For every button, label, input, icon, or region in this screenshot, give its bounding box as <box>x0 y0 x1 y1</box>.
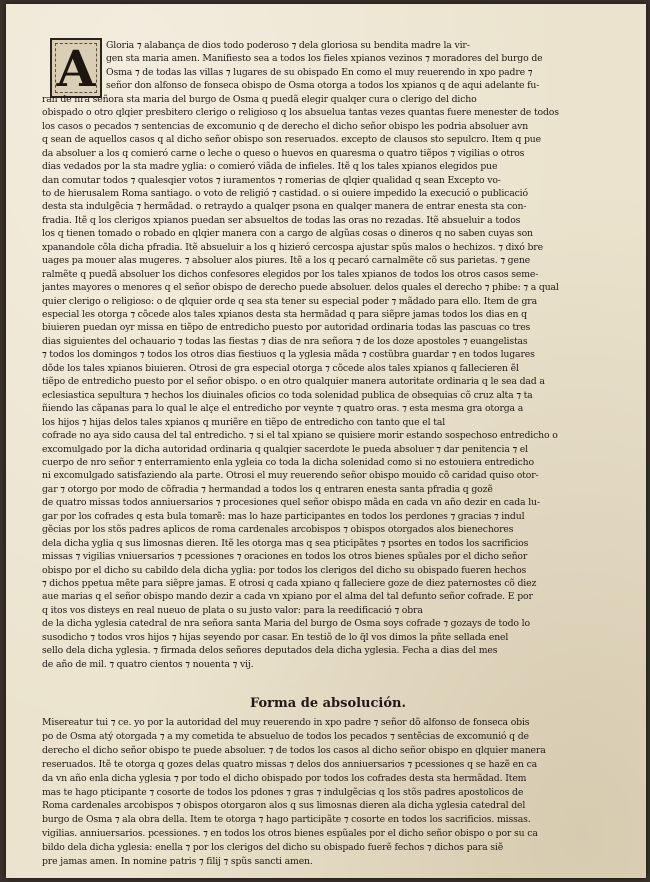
text-line: gen sta maria amen. Manifiesto sea a todos los fieles xpianos vezinos ⁊ moradores del burgo de <box>106 53 543 65</box>
text-line: q sean de aquellos casos q al dicho señor obispo son reseruados. excepto de clausos sto sepulcro. Item q pue <box>42 134 541 146</box>
text-line: ⁊ dichos ppetua mẽte para siẽpre jamas. E otrosi q cada xpiano q falleciere goze de diez paternostes cõ diez <box>42 578 537 589</box>
text-line: reseruados. Itẽ te otorga q gozes delas quatro missas ⁊ delos dos anniuersarios ⁊ pcessiones q se hazẽ en ca <box>42 758 538 770</box>
text-line: los casos o pecados ⁊ sentencias de excomunio q de derecho el dicho señor obispo les podria absoluer avn <box>42 120 529 132</box>
text-line: cuerpo de nro señor ⁊ enterramiento enla ygleia co toda la dicha solenidad como si no estouiera entredicho <box>42 456 534 468</box>
text-line: aue marias q el señor obispo mando dezir a cada vn xpiano por el alma del tal defunto señor cofrade. E por <box>42 591 533 603</box>
text-line: po de Osma atý otorgada ⁊ a my cometida te absueluo de todos los pecados ⁊ sentẽcias de excomunió q de <box>42 730 529 742</box>
text-line: excomulgado por la dicha autoridad ordinaria q qualqier sacerdote le pueda absoluer ⁊ dar penitencia ⁊ el <box>42 443 528 455</box>
text-line: quier clerigo o religioso: o de qlquier orde q sea sta tener su especial poder ⁊ mãdado para ello. Item de gra <box>42 295 537 307</box>
text-line: dela dicha yglia q sus limosnas dieren. Itẽ les otorga mas q sea pticipãtes ⁊ psortes en todos los sacrificios <box>42 537 529 549</box>
text-line: Gloria ⁊ alabança de dios todo poderoso ⁊ dela gloriosa su bendita madre la vir- <box>106 40 470 51</box>
text-line: Roma cardenales arcobispos ⁊ obispos otorgaron alos q sus limosnas dieren ala dicha yglesia catedral del <box>42 800 526 812</box>
decorated-initial-letter: A <box>50 38 102 98</box>
text-line: cofrade no aya sido causa del tal entredicho. ⁊ si el tal xpiano se quisiere morir estando sospechoso entredicho o <box>42 430 558 442</box>
text-line: gẽcias por los stõs padres aplicos de roma cardenales arcobispos ⁊ obispos otorgados alos bienechores <box>42 524 514 536</box>
text-line: ⁊ todos los domingos ⁊ todos los otros dias fiestiuos q la yglesia mãda ⁊ costũbra guardar ⁊ en todos lugares <box>42 349 535 361</box>
text-line: gar por los cofrades q esta bula tomarẽ: mas lo haze participantes en todos los perdones ⁊ gracias ⁊ indul <box>42 510 525 522</box>
text-line: jantes mayores o menores q el señor obispo de derecho puede absoluer. delos quales el derecho ⁊ phibe: ⁊ a qual <box>42 282 559 294</box>
text-line: missas ⁊ vigilias vniuersarios ⁊ pcessiones ⁊ oraciones en todos los otros bienes spũales por el dicho señor <box>42 551 528 563</box>
text-line: q itos vos disteys en real nueuo de plata o su justo valor: para la reedificació ⁊ obra <box>42 604 423 616</box>
text-line: biuieren puedan oyr missa en tiẽpo de entredicho puesto por autoridad ordinaria todas las pascuas co tres <box>42 322 531 334</box>
text-line: mas te hago pticipante ⁊ cosorte de todos los pdones ⁊ gras ⁊ indulgẽcias q los stõs padres apostolicos de <box>42 786 524 798</box>
text-line: ñiendo las cãpanas para lo qual le alçe el entredicho por veynte ⁊ quatro oras. ⁊ esta mesma gra otorga a <box>42 403 524 415</box>
text-line: gar ⁊ otorgo por modo de cõfradia ⁊ hermandad a todos los q entraren enesta santa pfradia q gozẽ <box>42 483 493 495</box>
text-line: especial les otorga ⁊ cõcede alos tales xpianos desta sta hermãdad q para siẽpre jamas todos los dias en q <box>42 309 527 320</box>
text-line: xpanandole cõla dicha pfradia. Itẽ absueluir a los q hizieró cercospa ajustar spũs malos o hechizos. ⁊ dixó bre <box>42 241 543 253</box>
text-line: uages pa mouer alas mugeres. ⁊ absoluer alos piures. Itẽ a los q pecaró carnalmẽte cõ sus parietas. ⁊ gene <box>42 255 531 267</box>
text-line: Misereatur tui ⁊ ce. yo por la autoridad del muy reuerendo in xpo padre ⁊ señor dõ alfonso de fonseca obis <box>42 717 530 728</box>
text-line: vigilias. anniuersarios. pcessiones. ⁊ en todos los otros bienes espũales por el dicho señor obispo o por su ca <box>42 828 538 840</box>
text-line: da absoluer a los q comieró carne o leche o queso o huevos en quaresma o quatro tiẽpos ⁊ vigilias o otros <box>42 147 525 159</box>
text-line: to de hierusalem Roma santiago. o voto de religió ⁊ castidad. o si ouiere impedido la execució o publicació <box>42 187 528 199</box>
text-line: dan comutar todos ⁊ qualesqier votos ⁊ iuramentos ⁊ romerias de qlqier qualidad q sean Excepto vo- <box>42 174 501 186</box>
document-page <box>6 4 646 878</box>
text-line: da vn año enla dicha yglesia ⁊ por todo el dicho obispado por todos los cofrades desta sta hermãdad. Item <box>42 772 527 784</box>
text-line: dias siguientes del ochauario ⁊ todas las fiestas ⁊ dias de nra señora ⁊ de los doze apostoles ⁊ euangelistas <box>42 335 528 347</box>
text-line: dias vedados por la sta madre yglia: o comieró viãda de infieles. Itẽ q los tales xpianos elegidos pue <box>42 161 498 173</box>
text-line: pre jamas amen. In nomine patris ⁊ filij ⁊ spũs sancti amen. <box>42 856 313 867</box>
text-line: de la dicha yglesia catedral de nra señora santa Maria del burgo de Osma soys cofrade ⁊ gozays de todo lo <box>42 618 530 630</box>
text-line: de año de mil. ⁊ quatro cientos ⁊ nouenta ⁊ vij. <box>42 658 254 670</box>
text-line: tiẽpo de entredicho puesto por el señor obispo. o en otro qualquier manera autoritate ordinaria q le sea dad a <box>42 376 545 388</box>
text-line: Osma ⁊ de todas las villas ⁊ lugares de su obispado En como el muy reuerendo in xpo padre ⁊ <box>106 66 533 78</box>
text-line: obispado o otro qlqier presbitero clerigo o religioso q los absuelua tantas vezes quantas fuere menester de todos <box>42 107 559 119</box>
text-line: sello dela dicha yglesia. ⁊ firmada delos señores deputados dela dicha yglesia. Fecha a dias del mes <box>42 645 498 657</box>
text-line: fradia. Itẽ q los clerigos xpianos puedan ser absueltos de todas las oras no rezadas. Itẽ absueluir a todos <box>42 214 521 226</box>
text-line: ni excomulgado satisfaziendo ala parte. Otrosi el muy reuerendo señor obispo mouido cõ caridad quiso otor- <box>42 470 539 482</box>
text-line: susodicho ⁊ todos vros hijos ⁊ hijas seyendo por casar. En testiõ de lo q̃l vos dimos la pñte sellada enel <box>42 631 509 643</box>
text-line: bildo dela dicha yglesia: enella ⁊ por los clerigos del dicho su obispado fuerẽ fechos ⁊ dichos para siẽ <box>42 842 504 854</box>
text-line: desta sta indulgẽcia ⁊ hermãdad. o retraydo a qualqer psona en qualqer manera de entrar enesta sta con- <box>42 201 527 213</box>
absolution-heading: Forma de absolución. <box>249 696 407 711</box>
text-line: de quatro missas todos anniuersarios ⁊ procesiones quel señor obispo mãda en cada vn año dezir en cada lu- <box>42 497 540 509</box>
text-line: ran de nra señora sta maria del burgo de Osma q puedã elegir qualqer cura o clerigo del dicho <box>42 93 477 105</box>
text-line: derecho el dicho señor obispo te puede absoluer. ⁊ de todos los casos al dicho señor obispo en qlquier manera <box>42 744 546 756</box>
text-line: los q tienen tomado o robado en qlqier manera con a cargo de algũas cosas o dineros q no saben cuyas son <box>42 228 533 240</box>
text-line: burgo de Osma ⁊ ala obra della. Item te otorga ⁊ hago participãte ⁊ cosorte en todos los sacrificios. missas. <box>42 814 531 826</box>
text-line: los hijos ⁊ hijas delos tales xpianos q muriẽre en tiẽpo de entredicho con tanto que el tal <box>42 416 446 428</box>
text-line: señor don alfonso de fonseca obispo de Osma otorga a todos los xpianos q de aqui adelante fu- <box>106 80 540 92</box>
text-line: ralmẽte q puedã absoluer los dichos confesores elegidos por los tales xpianos de todos los otros casos seme- <box>42 268 539 280</box>
text-line: dõde los tales xpianos biuieren. Otrosi de gra especial otorga ⁊ cõcede alos tales xpianos q fallecieren ẽl <box>42 362 519 374</box>
text-line: obispo por el dicho su cabildo dela dicha yglia: por todos los clerigos del dicho su obispado fueren hechos <box>42 564 527 576</box>
text-line: eclesiastica sepultura ⁊ hechos los diuinales oficios co toda solenidad publica de obsequias cõ cruz alta ⁊ ta <box>42 389 533 401</box>
